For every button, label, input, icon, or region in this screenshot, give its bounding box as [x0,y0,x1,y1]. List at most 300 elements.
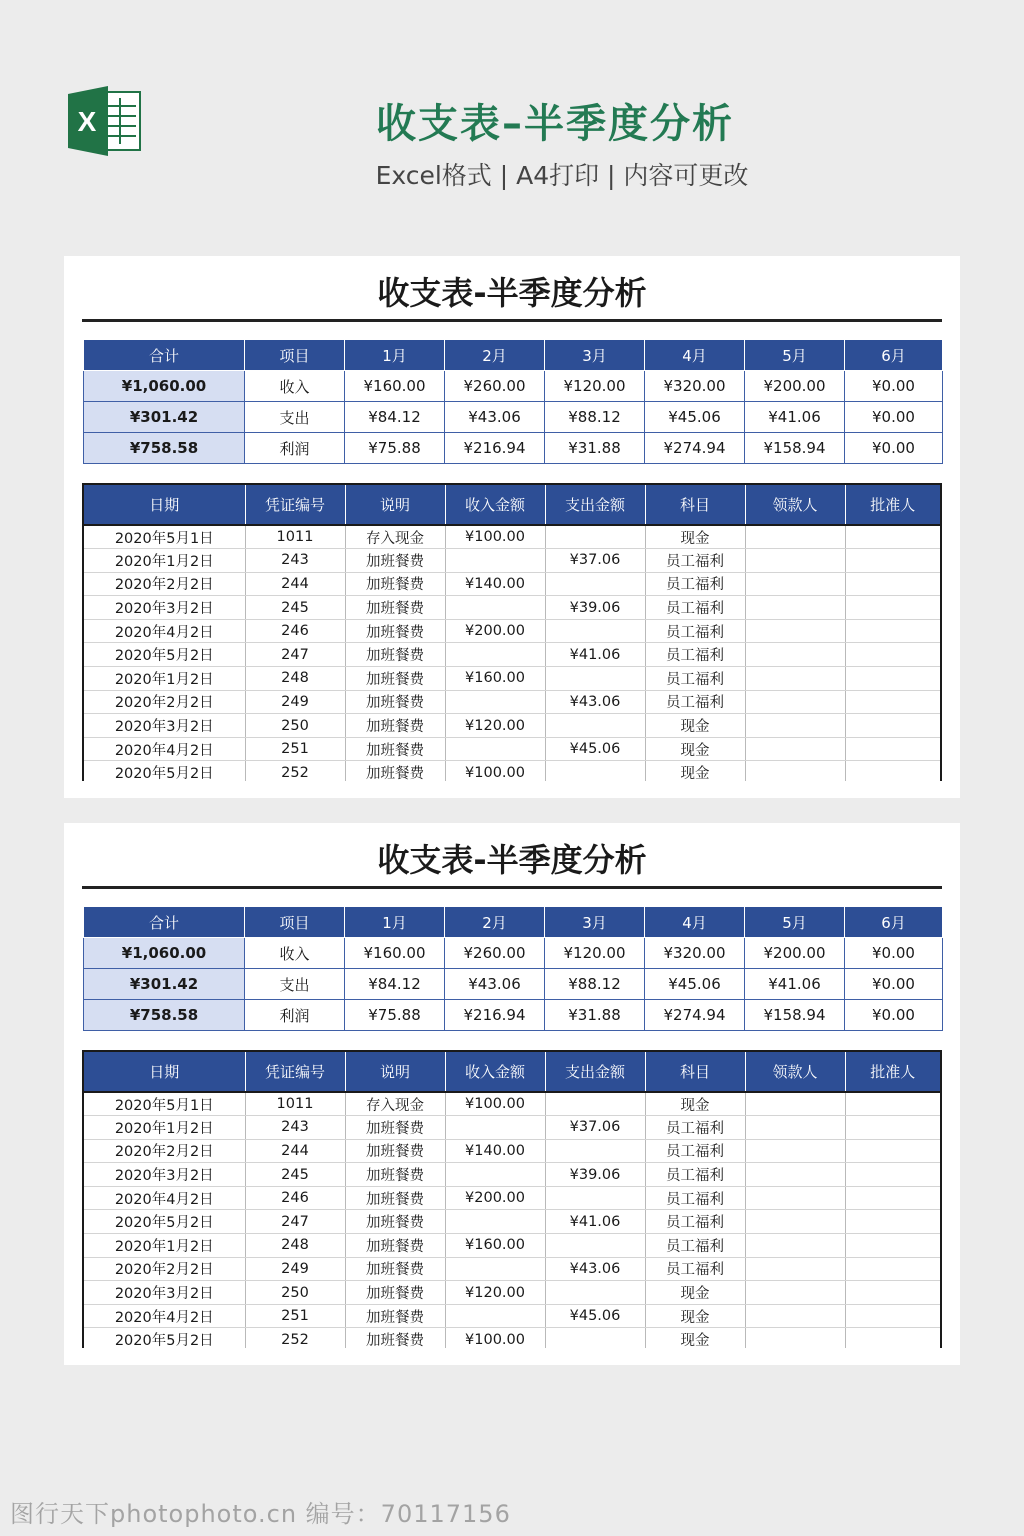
ledger-cell: 2020年3月2日 [84,1163,245,1187]
ledger-cell [745,1281,845,1305]
table-row [84,761,940,781]
ledger-cell: 加班餐费 [345,1257,445,1281]
ledger-cell [545,1234,645,1258]
summary-cell: ¥45.06 [645,402,745,433]
ledger-header-cell: 领款人 [745,1052,845,1092]
table-row [84,1257,940,1281]
ledger-cell [745,1186,845,1210]
ledger-header-cell: 凭证编号 [245,485,345,525]
summary-cell: ¥216.94 [445,433,545,464]
summary-cell: ¥200.00 [745,938,845,969]
ledger-cell: 员工福利 [645,572,745,596]
ledger-cell: 2020年4月2日 [84,1186,245,1210]
summary-header-row [84,907,943,938]
ledger-cell [745,1139,845,1163]
ledger-cell: ¥120.00 [445,714,545,738]
summary-header-cell: 5月 [745,907,845,938]
summary-cell: 收入 [245,938,345,969]
summary-cell: ¥274.94 [645,433,745,464]
summary-total-cell: ¥1,060.00 [84,371,245,402]
ledger-cell [845,549,940,573]
ledger-cell: 员工福利 [645,1186,745,1210]
ledger-cell: ¥160.00 [445,1234,545,1258]
summary-table [83,339,943,464]
ledger-header-cell: 说明 [345,1052,445,1092]
ledger-cell: 加班餐费 [345,1304,445,1328]
ledger-cell [545,667,645,691]
page-title: 收支表–半季度分析 [376,101,734,147]
table-row [84,572,940,596]
ledger-cell [745,596,845,620]
ledger-cell: ¥140.00 [445,572,545,596]
ledger-cell [545,619,645,643]
ledger-cell [745,525,845,549]
ledger-cell: 2020年5月2日 [84,1328,245,1348]
ledger-cell: ¥100.00 [445,1328,545,1348]
ledger-cell: 1011 [245,525,345,549]
ledger-cell: 员工福利 [645,667,745,691]
ledger-cell: 员工福利 [645,1234,745,1258]
table-row [84,643,940,667]
ledger-cell: ¥100.00 [445,761,545,781]
ledger-cell: 加班餐费 [345,1234,445,1258]
ledger-cell: 现金 [645,1092,745,1116]
ledger-cell: 现金 [645,525,745,549]
ledger-cell: 加班餐费 [345,667,445,691]
summary-cell: ¥160.00 [345,938,445,969]
table-row [84,1116,940,1140]
summary-header-cell: 6月 [845,340,943,371]
ledger-cell [845,737,940,761]
ledger-cell: 247 [245,643,345,667]
ledger-cell: 存入现金 [345,525,445,549]
table-row [84,596,940,620]
summary-cell: ¥75.88 [345,433,445,464]
ledger-cell: 248 [245,667,345,691]
summary-row [84,969,943,1000]
ledger-cell: ¥45.06 [545,737,645,761]
ledger-cell [745,1210,845,1234]
ledger-cell [745,1116,845,1140]
summary-cell: ¥158.94 [745,433,845,464]
ledger-cell [745,1304,845,1328]
ledger-cell: 存入现金 [345,1092,445,1116]
ledger-cell: 250 [245,714,345,738]
ledger-cell: 加班餐费 [345,1116,445,1140]
ledger-cell: 2020年1月2日 [84,1116,245,1140]
summary-cell: ¥320.00 [645,371,745,402]
summary-cell: ¥216.94 [445,1000,545,1031]
ledger-cell: ¥41.06 [545,1210,645,1234]
ledger-header-cell: 凭证编号 [245,1052,345,1092]
ledger-cell: 246 [245,1186,345,1210]
ledger-cell: 249 [245,1257,345,1281]
ledger-cell: 2020年3月2日 [84,596,245,620]
ledger-cell [745,619,845,643]
summary-cell: 利润 [245,1000,345,1031]
table-row [84,737,940,761]
ledger-cell: 现金 [645,1304,745,1328]
ledger-cell: 2020年4月2日 [84,619,245,643]
summary-cell: 支出 [245,969,345,1000]
summary-cell: ¥31.88 [545,433,645,464]
summary-table [83,906,943,1031]
ledger-cell: 252 [245,761,345,781]
ledger-cell [545,572,645,596]
summary-header-cell: 2月 [445,907,545,938]
ledger-cell: 员工福利 [645,690,745,714]
excel-logo-letter: X [77,106,97,137]
ledger-cell: 250 [245,1281,345,1305]
ledger-cell [545,761,645,781]
table-row [84,667,940,691]
ledger-header-cell: 收入金额 [445,485,545,525]
summary-cell: ¥120.00 [545,938,645,969]
ledger-cell: 加班餐费 [345,1186,445,1210]
table-row [84,1281,940,1305]
ledger-cell: 加班餐费 [345,1210,445,1234]
ledger-cell: 员工福利 [645,549,745,573]
summary-cell: ¥158.94 [745,1000,845,1031]
ledger-cell [845,690,940,714]
ledger-cell: 2020年1月2日 [84,1234,245,1258]
ledger-cell [445,1304,545,1328]
ledger-header-cell: 日期 [84,485,245,525]
ledger-cell: ¥200.00 [445,619,545,643]
table-row [84,525,940,549]
summary-total-cell: ¥758.58 [84,433,245,464]
summary-cell: ¥0.00 [845,1000,943,1031]
ledger-cell: 现金 [645,761,745,781]
ledger-cell [445,1116,545,1140]
ledger-cell: 245 [245,1163,345,1187]
ledger-cell: 2020年5月2日 [84,643,245,667]
ledger-cell [845,1257,940,1281]
summary-cell: ¥31.88 [545,1000,645,1031]
table-row [84,1234,940,1258]
ledger-cell [845,1092,940,1116]
page-subtitle: Excel格式 | A4打印 | 内容可更改 [375,161,749,190]
summary-total-cell: ¥758.58 [84,1000,245,1031]
summary-cell: ¥0.00 [845,371,943,402]
summary-cell: ¥200.00 [745,371,845,402]
table-row [84,1163,940,1187]
ledger-cell [845,1186,940,1210]
ledger-header-cell: 批准人 [845,1052,940,1092]
ledger-cell [545,1281,645,1305]
ledger-cell: 2020年2月2日 [84,1139,245,1163]
table-row [84,549,940,573]
summary-header-cell: 5月 [745,340,845,371]
summary-header-cell: 项目 [245,340,345,371]
ledger-cell: 244 [245,572,345,596]
ledger-header-cell: 支出金额 [545,485,645,525]
ledger-cell [745,761,845,781]
ledger-cell: 2020年1月2日 [84,667,245,691]
summary-cell: ¥160.00 [345,371,445,402]
summary-cell: ¥260.00 [445,938,545,969]
summary-cell: ¥260.00 [445,371,545,402]
ledger-cell [545,525,645,549]
ledger-cell: 加班餐费 [345,596,445,620]
ledger-cell: 员工福利 [645,643,745,667]
summary-header-cell: 4月 [645,907,745,938]
ledger-cell: 加班餐费 [345,761,445,781]
summary-cell: ¥88.12 [545,402,645,433]
ledger-cell: 加班餐费 [345,737,445,761]
ledger-cell: 加班餐费 [345,643,445,667]
ledger-frame [82,1050,942,1348]
ledger-cell: 加班餐费 [345,690,445,714]
title-rule [82,886,942,889]
summary-cell: ¥0.00 [845,402,943,433]
ledger-frame [82,483,942,781]
ledger-cell: 249 [245,690,345,714]
ledger-header-cell: 批准人 [845,485,940,525]
summary-cell: ¥84.12 [345,402,445,433]
ledger-cell [445,596,545,620]
ledger-cell: 员工福利 [645,596,745,620]
sheet-title: 收支表-半季度分析 [377,274,647,312]
ledger-cell: 加班餐费 [345,572,445,596]
ledger-cell [845,643,940,667]
ledger-cell [845,572,940,596]
ledger-cell [745,690,845,714]
sheet-preview-2 [64,823,960,1365]
ledger-cell [845,525,940,549]
ledger-cell [745,572,845,596]
ledger-cell [845,667,940,691]
ledger-cell [745,1257,845,1281]
ledger-header-cell: 日期 [84,1052,245,1092]
ledger-cell: 员工福利 [645,1257,745,1281]
ledger-cell: ¥160.00 [445,667,545,691]
ledger-cell [845,1163,940,1187]
ledger-cell: 2020年2月2日 [84,690,245,714]
ledger-cell: ¥43.06 [545,690,645,714]
summary-header-row [84,340,943,371]
ledger-cell [845,1234,940,1258]
ledger-cell: ¥43.06 [545,1257,645,1281]
summary-total-cell: ¥301.42 [84,402,245,433]
summary-row [84,433,943,464]
ledger-cell [445,1163,545,1187]
summary-header-cell: 合计 [84,340,245,371]
ledger-cell [745,714,845,738]
summary-header-cell: 2月 [445,340,545,371]
ledger-cell [445,1257,545,1281]
summary-total-cell: ¥301.42 [84,969,245,1000]
ledger-cell [445,690,545,714]
table-row [84,1186,940,1210]
ledger-header-cell: 领款人 [745,485,845,525]
ledger-cell: 加班餐费 [345,1328,445,1348]
ledger-cell: ¥45.06 [545,1304,645,1328]
summary-row [84,938,943,969]
ledger-cell [545,1328,645,1348]
ledger-cell [745,1328,845,1348]
ledger-cell: 加班餐费 [345,1281,445,1305]
ledger-cell: ¥39.06 [545,1163,645,1187]
ledger-cell [745,737,845,761]
summary-cell: ¥320.00 [645,938,745,969]
ledger-header-cell: 支出金额 [545,1052,645,1092]
ledger-header-cell: 科目 [645,485,745,525]
ledger-cell: ¥100.00 [445,1092,545,1116]
summary-header-cell: 4月 [645,340,745,371]
ledger-cell: 员工福利 [645,1163,745,1187]
summary-cell: ¥84.12 [345,969,445,1000]
ledger-cell: 现金 [645,1328,745,1348]
ledger-cell: 2020年3月2日 [84,714,245,738]
ledger-cell: 244 [245,1139,345,1163]
summary-cell: ¥43.06 [445,969,545,1000]
ledger-cell: 员工福利 [645,1139,745,1163]
ledger-cell: 248 [245,1234,345,1258]
ledger-cell: ¥41.06 [545,643,645,667]
ledger-cell [545,714,645,738]
title-rule [82,319,942,322]
ledger-cell: 2020年2月2日 [84,1257,245,1281]
ledger-cell [845,619,940,643]
ledger-cell [445,737,545,761]
watermark: 图行天下photophoto.cn 编号：70117156 [10,1500,511,1528]
summary-header-cell: 项目 [245,907,345,938]
sheet-preview-1 [64,256,960,798]
summary-header-cell: 1月 [345,907,445,938]
ledger-cell: 245 [245,596,345,620]
summary-cell: ¥41.06 [745,969,845,1000]
ledger-cell: 2020年4月2日 [84,1304,245,1328]
summary-cell: 支出 [245,402,345,433]
ledger-header-cell: 收入金额 [445,1052,545,1092]
table-row [84,1210,940,1234]
summary-row [84,402,943,433]
sheet-title: 收支表-半季度分析 [377,841,647,879]
ledger-cell [845,1281,940,1305]
summary-cell: ¥274.94 [645,1000,745,1031]
ledger-cell: ¥200.00 [445,1186,545,1210]
summary-header-cell: 3月 [545,340,645,371]
summary-header-cell: 合计 [84,907,245,938]
ledger-cell [745,1163,845,1187]
table-row [84,1304,940,1328]
summary-row [84,371,943,402]
ledger-header-cell: 科目 [645,1052,745,1092]
summary-cell: ¥41.06 [745,402,845,433]
ledger-cell [845,1304,940,1328]
ledger-cell: ¥37.06 [545,549,645,573]
ledger-cell: 2020年4月2日 [84,737,245,761]
ledger-cell: 加班餐费 [345,1163,445,1187]
ledger-cell [445,643,545,667]
ledger-cell [445,549,545,573]
table-row [84,1328,940,1348]
ledger-cell: ¥120.00 [445,1281,545,1305]
ledger-cell: 243 [245,549,345,573]
ledger-cell [845,1116,940,1140]
summary-cell: ¥43.06 [445,402,545,433]
ledger-cell [845,714,940,738]
ledger-cell: 2020年1月2日 [84,549,245,573]
ledger-cell: 247 [245,1210,345,1234]
summary-total-cell: ¥1,060.00 [84,938,245,969]
ledger-cell: 2020年5月2日 [84,761,245,781]
ledger-cell: 2020年5月1日 [84,525,245,549]
ledger-cell [545,1139,645,1163]
ledger-cell [845,1210,940,1234]
ledger-cell [745,1092,845,1116]
summary-cell: ¥0.00 [845,969,943,1000]
ledger-cell: 员工福利 [645,619,745,643]
ledger-table [84,1052,940,1348]
summary-cell: ¥0.00 [845,938,943,969]
ledger-cell: 251 [245,737,345,761]
table-row [84,690,940,714]
summary-header-cell: 3月 [545,907,645,938]
summary-cell: 收入 [245,371,345,402]
ledger-header-cell: 说明 [345,485,445,525]
summary-cell: ¥0.00 [845,433,943,464]
ledger-cell [545,1092,645,1116]
ledger-cell: ¥37.06 [545,1116,645,1140]
ledger-cell [845,761,940,781]
table-row [84,714,940,738]
ledger-table [84,485,940,781]
summary-header-cell: 6月 [845,907,943,938]
ledger-cell [545,1186,645,1210]
ledger-cell: 252 [245,1328,345,1348]
ledger-cell: 243 [245,1116,345,1140]
ledger-cell: 加班餐费 [345,619,445,643]
ledger-cell: 现金 [645,1281,745,1305]
ledger-cell: 现金 [645,737,745,761]
ledger-cell: 员工福利 [645,1210,745,1234]
ledger-cell: 2020年2月2日 [84,572,245,596]
ledger-header-row [84,1052,940,1092]
ledger-cell: 2020年5月1日 [84,1092,245,1116]
summary-header-cell: 1月 [345,340,445,371]
ledger-cell: 2020年5月2日 [84,1210,245,1234]
ledger-cell: 2020年3月2日 [84,1281,245,1305]
ledger-cell [745,667,845,691]
summary-cell: ¥45.06 [645,969,745,1000]
ledger-cell: 加班餐费 [345,549,445,573]
summary-cell: ¥88.12 [545,969,645,1000]
ledger-cell [845,1139,940,1163]
ledger-cell [745,549,845,573]
ledger-cell: 现金 [645,714,745,738]
ledger-cell [745,643,845,667]
ledger-cell [745,1234,845,1258]
ledger-cell: 246 [245,619,345,643]
ledger-cell: 加班餐费 [345,1139,445,1163]
ledger-cell: 1011 [245,1092,345,1116]
ledger-cell: ¥39.06 [545,596,645,620]
table-row [84,1092,940,1116]
ledger-cell [845,596,940,620]
ledger-cell: ¥140.00 [445,1139,545,1163]
summary-cell: ¥75.88 [345,1000,445,1031]
ledger-cell [845,1328,940,1348]
table-row [84,619,940,643]
table-row [84,1139,940,1163]
summary-cell: 利润 [245,433,345,464]
ledger-cell: ¥100.00 [445,525,545,549]
ledger-header-row [84,485,940,525]
ledger-cell: 251 [245,1304,345,1328]
summary-row [84,1000,943,1031]
